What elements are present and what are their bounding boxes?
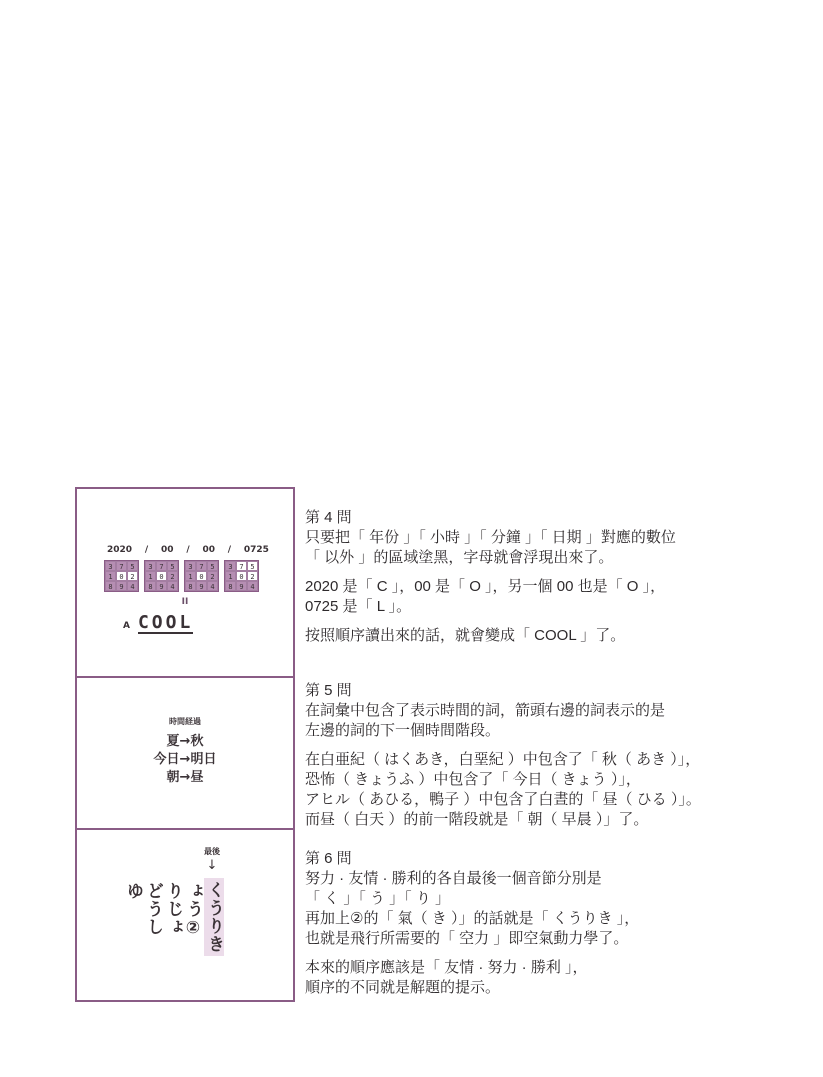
grid-cell: 9 [236, 581, 247, 591]
q4-illustration-panel [75, 487, 295, 678]
grid-cell: 9 [116, 581, 127, 591]
grid-cell: 0 [156, 571, 167, 581]
q5-content [77, 716, 293, 787]
grid-cell: 3 [105, 561, 116, 571]
q4-grid-o [144, 560, 179, 592]
grid-cell: 0 [236, 571, 247, 581]
q5-title: 時間経過 [169, 717, 201, 726]
q4-grid-o [184, 560, 219, 592]
q4-grid-l [224, 560, 259, 592]
q4-explanation [305, 508, 725, 646]
q6-explanation [305, 849, 725, 998]
grid-cell: 0 [196, 571, 207, 581]
q4-heading: 第 4 問 [305, 509, 352, 526]
grid-cell: 3 [225, 561, 236, 571]
grid-cell: 4 [127, 581, 138, 591]
grid-cell: 8 [225, 581, 236, 591]
grid-cell: 2 [167, 571, 178, 581]
grid-cell: 8 [105, 581, 116, 591]
q6-column: ゆ [123, 882, 143, 900]
q6-illustration-panel [75, 828, 295, 1002]
q6-text-line: 努力 · 友情 · 勝利的各自最後一個音節分別是 [305, 870, 602, 887]
q4-text-line: 只要把「 年份 」「 小時 」「 分鐘 」「 日期 」對應的數位 [305, 529, 676, 546]
q5-text-line: 在白亜紀（ はくあき，白堊紀 ）中包含了「 秋（ あき ）」， [305, 751, 701, 768]
q6-text-line: 「 く 」「 う 」「 り 」 [305, 890, 451, 907]
q4-text-line: 2020 是「 C 」，00 是「 O 」，另一個 00 也是「 O 」， [305, 578, 666, 595]
grid-cell: 8 [185, 581, 196, 591]
grid-cell: 7 [196, 561, 207, 571]
q4-equals-sign: II [181, 597, 189, 607]
q5-line: 夏→秋 [166, 734, 204, 749]
q6-column: ょう② [183, 882, 203, 939]
grid-cell: 1 [145, 571, 156, 581]
grid-cell: 9 [156, 581, 167, 591]
q4-year: 2020 [107, 545, 133, 555]
grid-cell: 5 [207, 561, 218, 571]
grid-cell: 9 [196, 581, 207, 591]
q4-text-line: 「 以外 」的區域塗黑，字母就會浮現出來了。 [305, 549, 614, 566]
q6-text-line: 也就是飛行所需要的「 空力 」即空氣動力學了。 [305, 930, 629, 947]
grid-cell: 7 [156, 561, 167, 571]
q6-column: りじょ [163, 882, 183, 936]
grid-cell: 5 [127, 561, 138, 571]
q6-heading: 第 6 問 [305, 850, 352, 867]
grid-cell: 5 [247, 561, 258, 571]
grid-cell: 1 [105, 571, 116, 581]
arrow-down-icon: ↓ [206, 858, 218, 873]
grid-cell: 2 [207, 571, 218, 581]
q4-number-grids [104, 560, 259, 592]
grid-cell: 4 [207, 581, 218, 591]
grid-cell: 3 [145, 561, 156, 571]
grid-cell: 1 [185, 571, 196, 581]
q6-text-line: 再加上②的「 氣（ き ）」的話就是「 くうりき 」， [305, 910, 640, 927]
grid-cell: 0 [116, 571, 127, 581]
q4-grid-c [104, 560, 139, 592]
q4-result [123, 612, 194, 634]
q4-hour: 00 [160, 545, 174, 555]
q5-explanation [305, 681, 725, 830]
grid-cell: 2 [247, 571, 258, 581]
grid-cell: 4 [247, 581, 258, 591]
q6-text-line: 本來的順序應該是「 友情 · 努力 · 勝利 」， [305, 959, 588, 976]
q5-text-line: 在詞彙中包含了表示時間的詞，箭頭右邊的詞表示的是 [305, 702, 666, 719]
q4-date: 0725 [243, 545, 269, 555]
q5-illustration-panel [75, 676, 295, 830]
q5-text-line: アヒル（ あひる，鴨子 ）中包含了白晝的「 昼（ ひる ）」。 [305, 791, 701, 808]
q4-minute: 00 [202, 545, 215, 555]
grid-cell: 7 [236, 561, 247, 571]
grid-cell: 8 [145, 581, 156, 591]
q6-label: 最後 [204, 847, 220, 856]
q6-text-line: 順序的不同就是解題的提示。 [305, 979, 501, 996]
q4-text-line: 0725 是「 L 」。 [305, 598, 412, 615]
q5-text-line: 左邊的詞的下一個時間階段。 [305, 722, 501, 739]
q5-line: 今日→明日 [153, 752, 217, 767]
grid-cell: 4 [167, 581, 178, 591]
grid-cell: 2 [127, 571, 138, 581]
q5-line: 朝→昼 [166, 770, 204, 785]
q6-highlight-column: くうりき [204, 878, 224, 956]
grid-cell: 7 [116, 561, 127, 571]
q4-sep: / [186, 545, 190, 555]
q4-result-word: COOL [137, 612, 194, 633]
grid-cell: 5 [167, 561, 178, 571]
q4-text-line: 按照順序讀出來的話，就會變成「 COOL 」了。 [305, 627, 626, 644]
q5-heading: 第 5 問 [305, 682, 352, 699]
q5-text-line: 恐怖（ きょうふ ）中包含了「 今日（ きょう ）」， [305, 771, 641, 788]
grid-cell: 1 [225, 571, 236, 581]
q6-column: どうし [143, 882, 163, 936]
grid-cell: 3 [185, 561, 196, 571]
q4-result-prefix: A [123, 621, 130, 631]
q5-text-line: 而昼（ 白天 ）的前一階段就是「 朝（ 早晨 ）」了。 [305, 811, 649, 828]
q4-date-header [107, 545, 269, 555]
q4-sep: / [144, 545, 149, 555]
q4-sep: / [227, 545, 232, 555]
